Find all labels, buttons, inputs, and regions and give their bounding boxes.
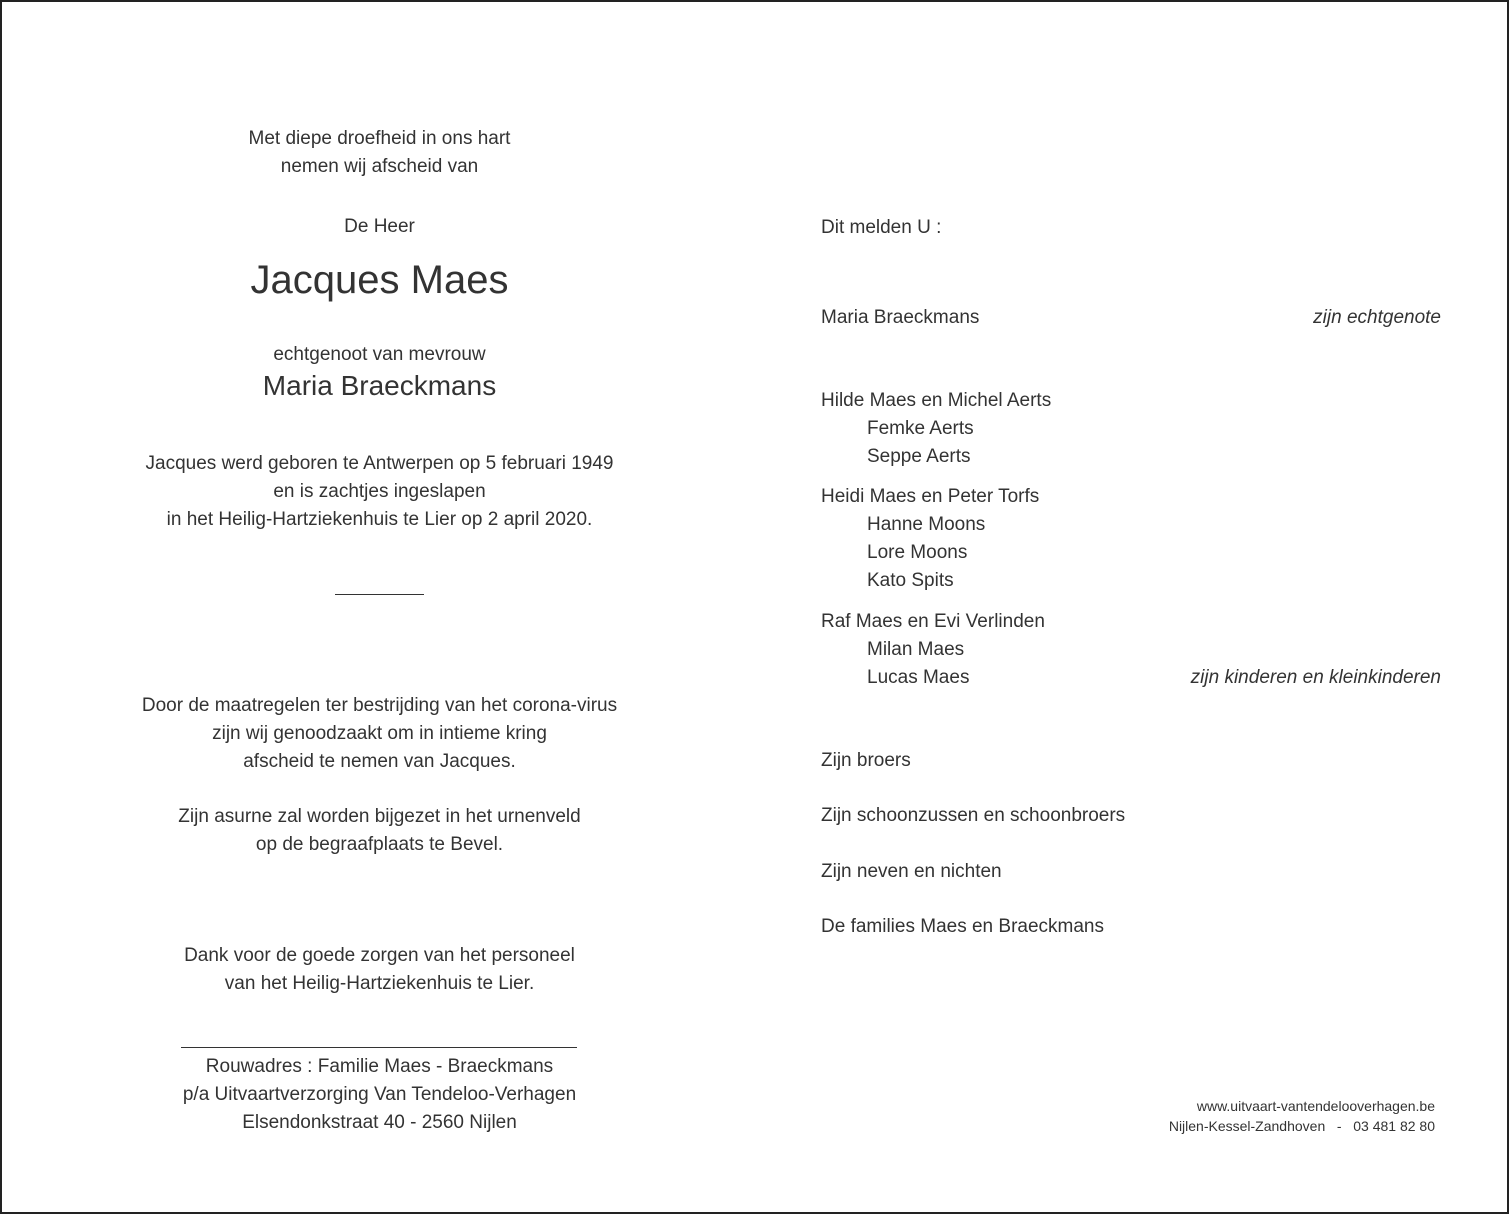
intro-line-1: Met diepe droefheid in ons hart — [248, 128, 511, 149]
birth-line-3: in het Heilig-Hartziekenhuis te Lier op 2 april 2020. — [166, 509, 593, 530]
address-divider — [181, 1047, 577, 1048]
address-line-2: p/a Uitvaartverzorging Van Tendeloo-Verhagen — [182, 1084, 577, 1105]
brothers-entry: Zijn broers — [821, 750, 911, 771]
family-3-head: Raf Maes en Evi Verlinden — [821, 611, 1045, 632]
footer-url: www.uitvaart-vantendelooverhagen.be — [1196, 1098, 1435, 1114]
address-line-3: Elsendonkstraat 40 - 2560 Nijlen — [242, 1112, 517, 1133]
birth-line-1: Jacques werd geboren te Antwerpen op 5 februari 1949 — [145, 453, 614, 474]
birth-line-2: en is zachtjes ingeslapen — [273, 481, 486, 502]
family-3-child-2: Lucas Maes — [867, 667, 970, 688]
urn-line-1: Zijn asurne zal worden bijgezet in het urnenveld — [178, 806, 581, 827]
family-1-child-2: Seppe Aerts — [867, 446, 971, 467]
short-divider — [335, 594, 424, 595]
thanks-line-2: van het Heilig-Hartziekenhuis te Lier. — [224, 973, 535, 994]
family-2-head: Heidi Maes en Peter Torfs — [821, 486, 1040, 507]
family-2-child-1: Hanne Moons — [867, 514, 986, 535]
family-2-child-2: Lore Moons — [867, 542, 968, 563]
family-2-child-3: Kato Spits — [867, 570, 954, 591]
family-1-child-1: Femke Aerts — [867, 418, 974, 439]
announce-heading: Dit melden U : — [821, 217, 942, 238]
urn-line-2: op de begraafplaats te Bevel. — [255, 834, 504, 855]
children-role: zijn kinderen en kleinkinderen — [1190, 667, 1441, 688]
family-3-child-1: Milan Maes — [867, 639, 965, 660]
address-line-1: Rouwadres : Familie Maes - Braeckmans — [205, 1056, 554, 1077]
corona-line-3: afscheid te nemen van Jacques. — [243, 751, 516, 772]
corona-line-1: Door de maatregelen ter bestrijding van het corona-virus — [141, 695, 618, 716]
spouse-name: Maria Braeckmans — [262, 370, 497, 401]
thanks-line-1: Dank voor de goede zorgen van het personeel — [184, 945, 575, 966]
spouse-intro: echtgenoot van mevrouw — [273, 344, 486, 365]
family-1-head: Hilde Maes en Michel Aerts — [821, 390, 1052, 411]
footer-contact: Nijlen-Kessel-Zandhoven - 03 481 82 80 — [1168, 1118, 1435, 1134]
spouse-role: zijn echtgenote — [1313, 307, 1441, 328]
cousins-entry: Zijn neven en nichten — [821, 861, 1002, 882]
spouse-entry: Maria Braeckmans — [821, 307, 980, 328]
families-entry: De families Maes en Braeckmans — [821, 916, 1104, 937]
deceased-name: Jacques Maes — [250, 258, 509, 302]
in-laws-entry: Zijn schoonzussen en schoonbroers — [821, 805, 1126, 826]
intro-line-2: nemen wij afscheid van — [280, 156, 479, 177]
honorific: De Heer — [344, 216, 415, 237]
corona-line-2: zijn wij genoodzaakt om in intieme kring — [212, 723, 547, 744]
